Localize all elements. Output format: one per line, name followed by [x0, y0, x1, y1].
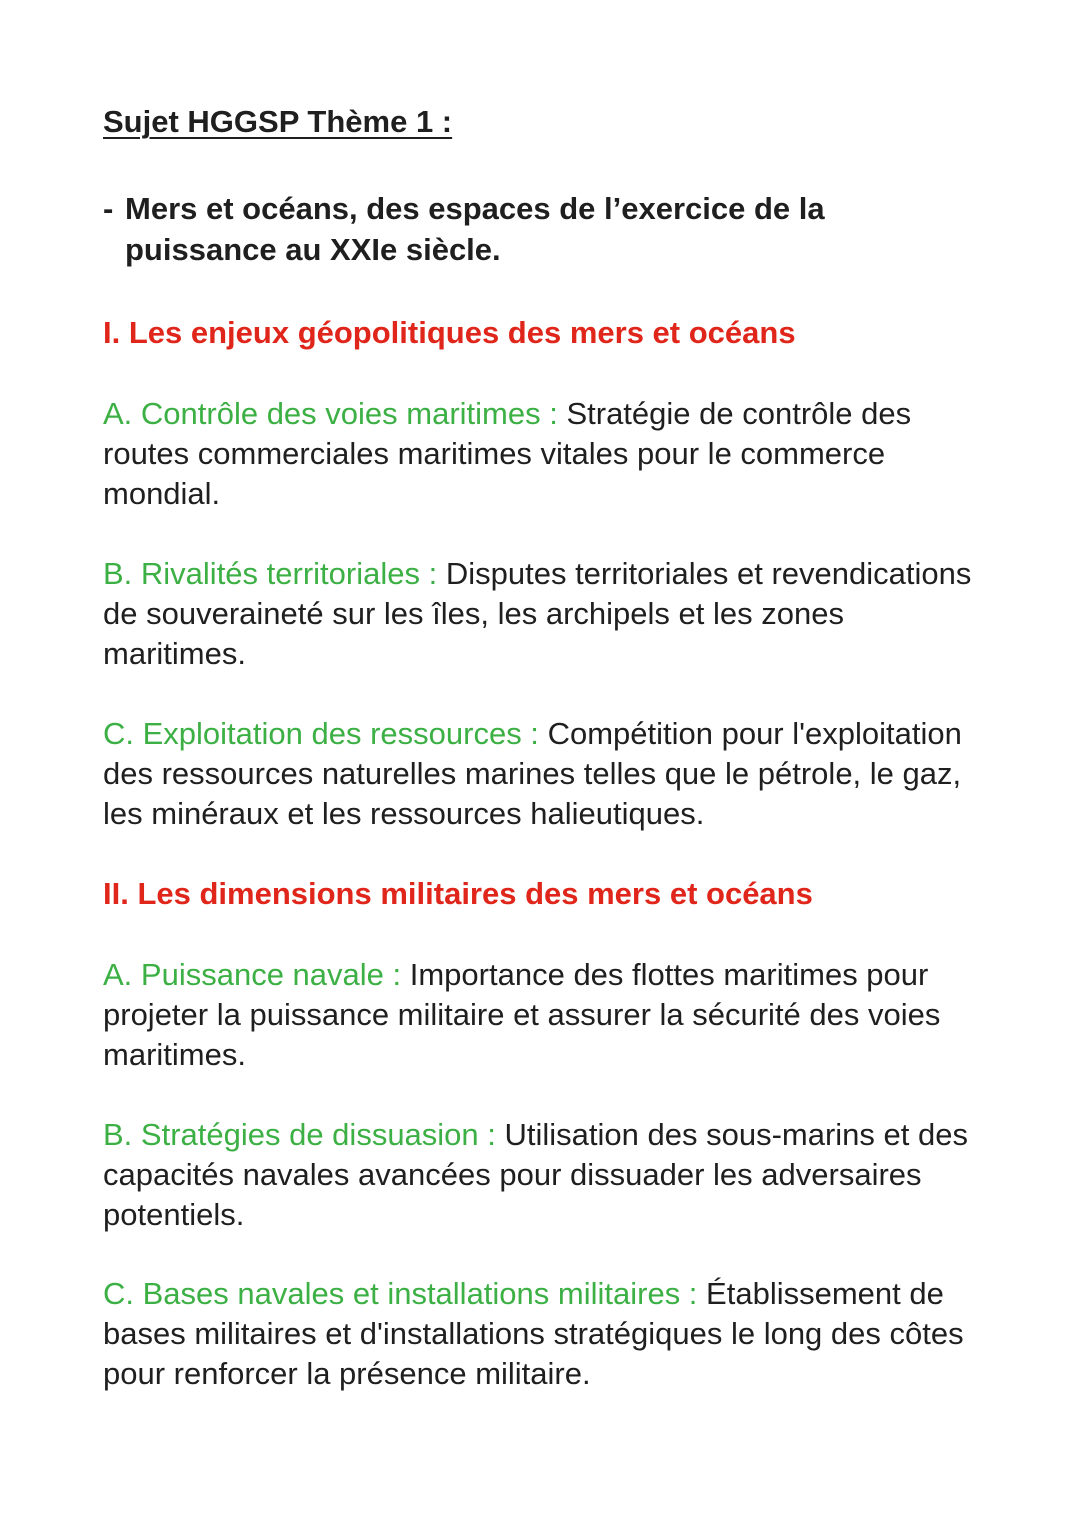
item-label: A. Puissance navale : [103, 957, 402, 992]
section-1-item-c [103, 714, 983, 834]
section-2-item-c [103, 1274, 983, 1394]
section-1-item-b [103, 554, 983, 674]
item-label: A. Contrôle des voies maritimes : [103, 396, 558, 431]
item-label: B. Rivalités territoriales : [103, 556, 438, 591]
section-2-item-b [103, 1115, 983, 1235]
item-label: B. Stratégies de dissuasion : [103, 1117, 496, 1152]
subject-text: Mers et océans, des espaces de l’exercice de la puissance au XXIe siècle. [125, 191, 825, 267]
section-2-item-a [103, 955, 983, 1075]
document-title: Sujet HGGSP Thème 1 : [103, 104, 453, 139]
item-text: Stratégie de contrôle des routes commerciales maritimes vitales pour le commerce mondial. [103, 396, 912, 511]
subject-dash: - [103, 191, 114, 226]
section-1-item-a [103, 394, 983, 514]
item-label: C. Exploitation des ressources : [103, 716, 539, 751]
section-heading-1: I. Les enjeux géopolitiques des mers et océans [103, 315, 796, 350]
item-text: Disputes territoriales et revendications de souveraineté sur les îles, les archipels et les zones maritimes. [103, 556, 972, 671]
item-text: Utilisation des sous-marins et des capacités navales avancées pour dissuader les adversaires potentiels. [103, 1117, 968, 1232]
section-heading-2: II. Les dimensions militaires des mers et océans [103, 876, 813, 911]
item-label: C. Bases navales et installations militaires : [103, 1276, 698, 1311]
item-text: Compétition pour l'exploitation des ressources naturelles marines telles que le pétrole, le gaz, les minéraux et les ressources halieutiques. [103, 716, 962, 831]
item-text: Importance des flottes maritimes pour projeter la puissance militaire et assurer la sécurité des voies maritimes. [103, 957, 941, 1072]
item-text: Établissement de bases militaires et d'installations stratégiques le long des côtes pour renforcer la présence militaire. [103, 1276, 964, 1391]
subject-line [103, 188, 963, 270]
